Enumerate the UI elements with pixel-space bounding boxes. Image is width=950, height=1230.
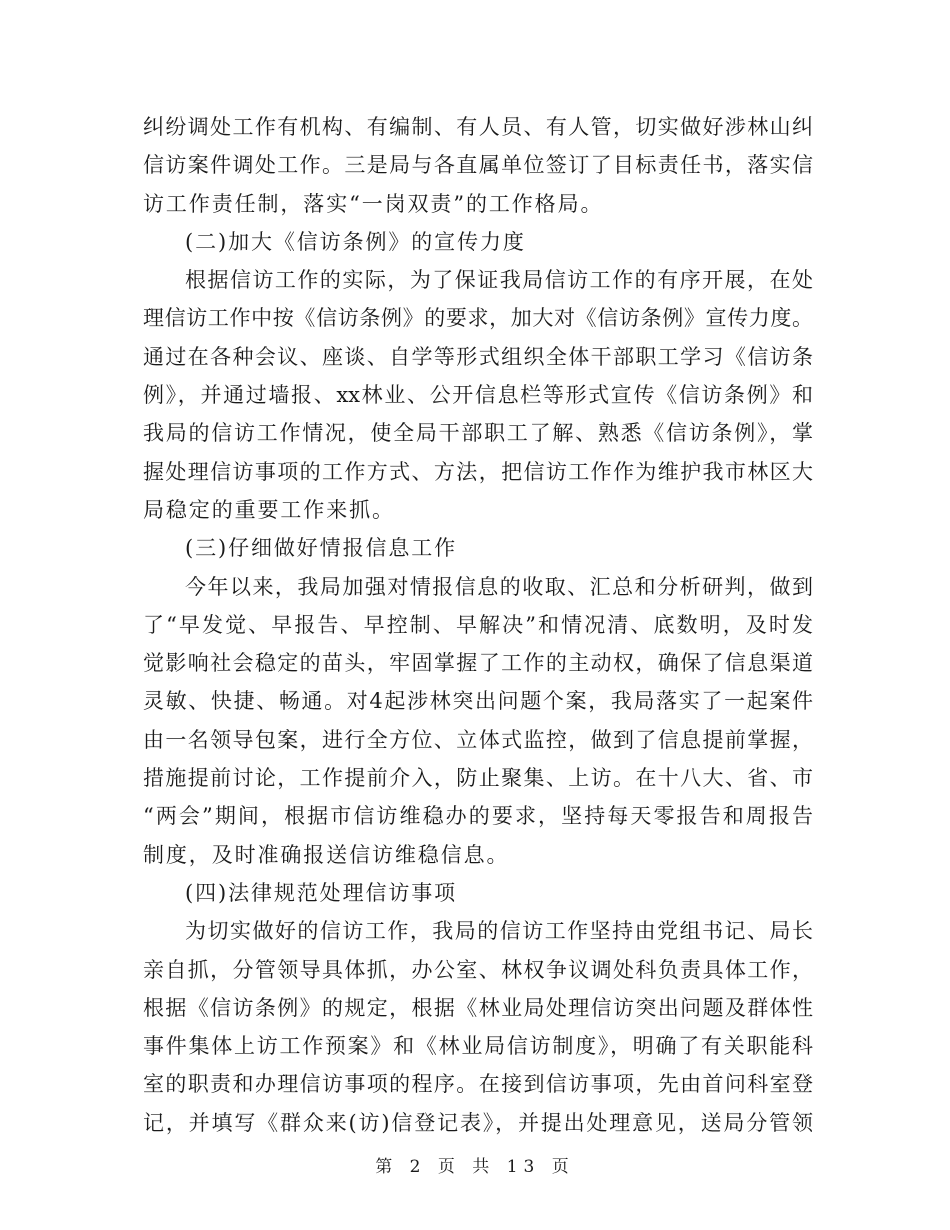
body-text xyxy=(143,108,813,1142)
text-line: 由一名领导包案，进行全方位、立体式监控，做到了信息提前掌握， xyxy=(143,727,813,752)
text-line: 制度，及时准确报送信访维稳信息。 xyxy=(143,842,510,867)
text-line: 握处理信访事项的工作方式、方法，把信访工作作为维护我市林区大 xyxy=(143,459,813,484)
text-line: 觉影响社会稳定的苗头，牢固掌握了工作的主动权，确保了信息渠道 xyxy=(143,651,813,676)
text-line: 例》，并通过墙报、xx林业、公开信息栏等形式宣传《信访条例》和 xyxy=(143,383,813,408)
text-line: 信访案件调处工作。三是局与各直属单位签订了目标责任书，落实信 xyxy=(143,153,813,178)
text-line: 今年以来，我局加强对情报信息的收取、汇总和分析研判，做到 xyxy=(185,574,813,599)
text-line: (四)法律规范处理信访事项 xyxy=(185,880,458,905)
text-line: 访工作责任制，落实“一岗双责”的工作格局。 xyxy=(143,191,604,216)
text-line: 灵敏、快捷、畅通。对4起涉林突出问题个案，我局落实了一起案件 xyxy=(143,689,813,714)
text-line: 了“早发觉、早报告、早控制、早解决”和情况清、底数明，及时发 xyxy=(143,612,813,637)
text-line: (二)加大《信访条例》的宣传力度 xyxy=(185,229,526,254)
text-line: 措施提前讨论，工作提前介入，防止聚集、上访。在十八大、省、市 xyxy=(143,766,813,791)
text-line: 根据《信访条例》的规定，根据《林业局处理信访突出问题及群体性 xyxy=(143,995,813,1020)
text-line: 记，并填写《群众来(访)信登记表》，并提出处理意见，送局分管领 xyxy=(143,1110,813,1135)
page-footer: 第 2 页 共 13 页 xyxy=(375,1157,575,1177)
text-line: 事件集体上访工作预案》和《林业局信访制度》，明确了有关职能科 xyxy=(143,1034,813,1059)
text-line: 理信访工作中按《信访条例》的要求，加大对《信访条例》宣传力度。 xyxy=(143,306,813,331)
text-line: 纠纷调处工作有机构、有编制、有人员、有人管，切实做好涉林山纠 xyxy=(143,115,813,139)
text-line: 通过在各种会议、座谈、自学等形式组织全体干部职工学习《信访条 xyxy=(143,344,813,369)
text-line: 局稳定的重要工作来抓。 xyxy=(143,497,395,522)
text-line: 为切实做好的信访工作，我局的信访工作坚持由党组书记、局长 xyxy=(185,919,813,944)
text-line: “两会”期间，根据市信访维稳办的要求，坚持每天零报告和周报告 xyxy=(143,804,813,829)
text-line: 我局的信访工作情况，使全局干部职工了解、熟悉《信访条例》，掌 xyxy=(143,421,813,446)
text-line: (三)仔细做好情报信息工作 xyxy=(185,536,458,561)
text-line: 亲自抓，分管领导具体抓，办公室、林权争议调处科负责具体工作， xyxy=(143,957,813,982)
text-line: 室的职责和办理信访事项的程序。在接到信访事项，先由首问科室登 xyxy=(143,1072,813,1097)
text-line: 根据信访工作的实际，为了保证我局信访工作的有序开展，在处 xyxy=(185,268,813,293)
